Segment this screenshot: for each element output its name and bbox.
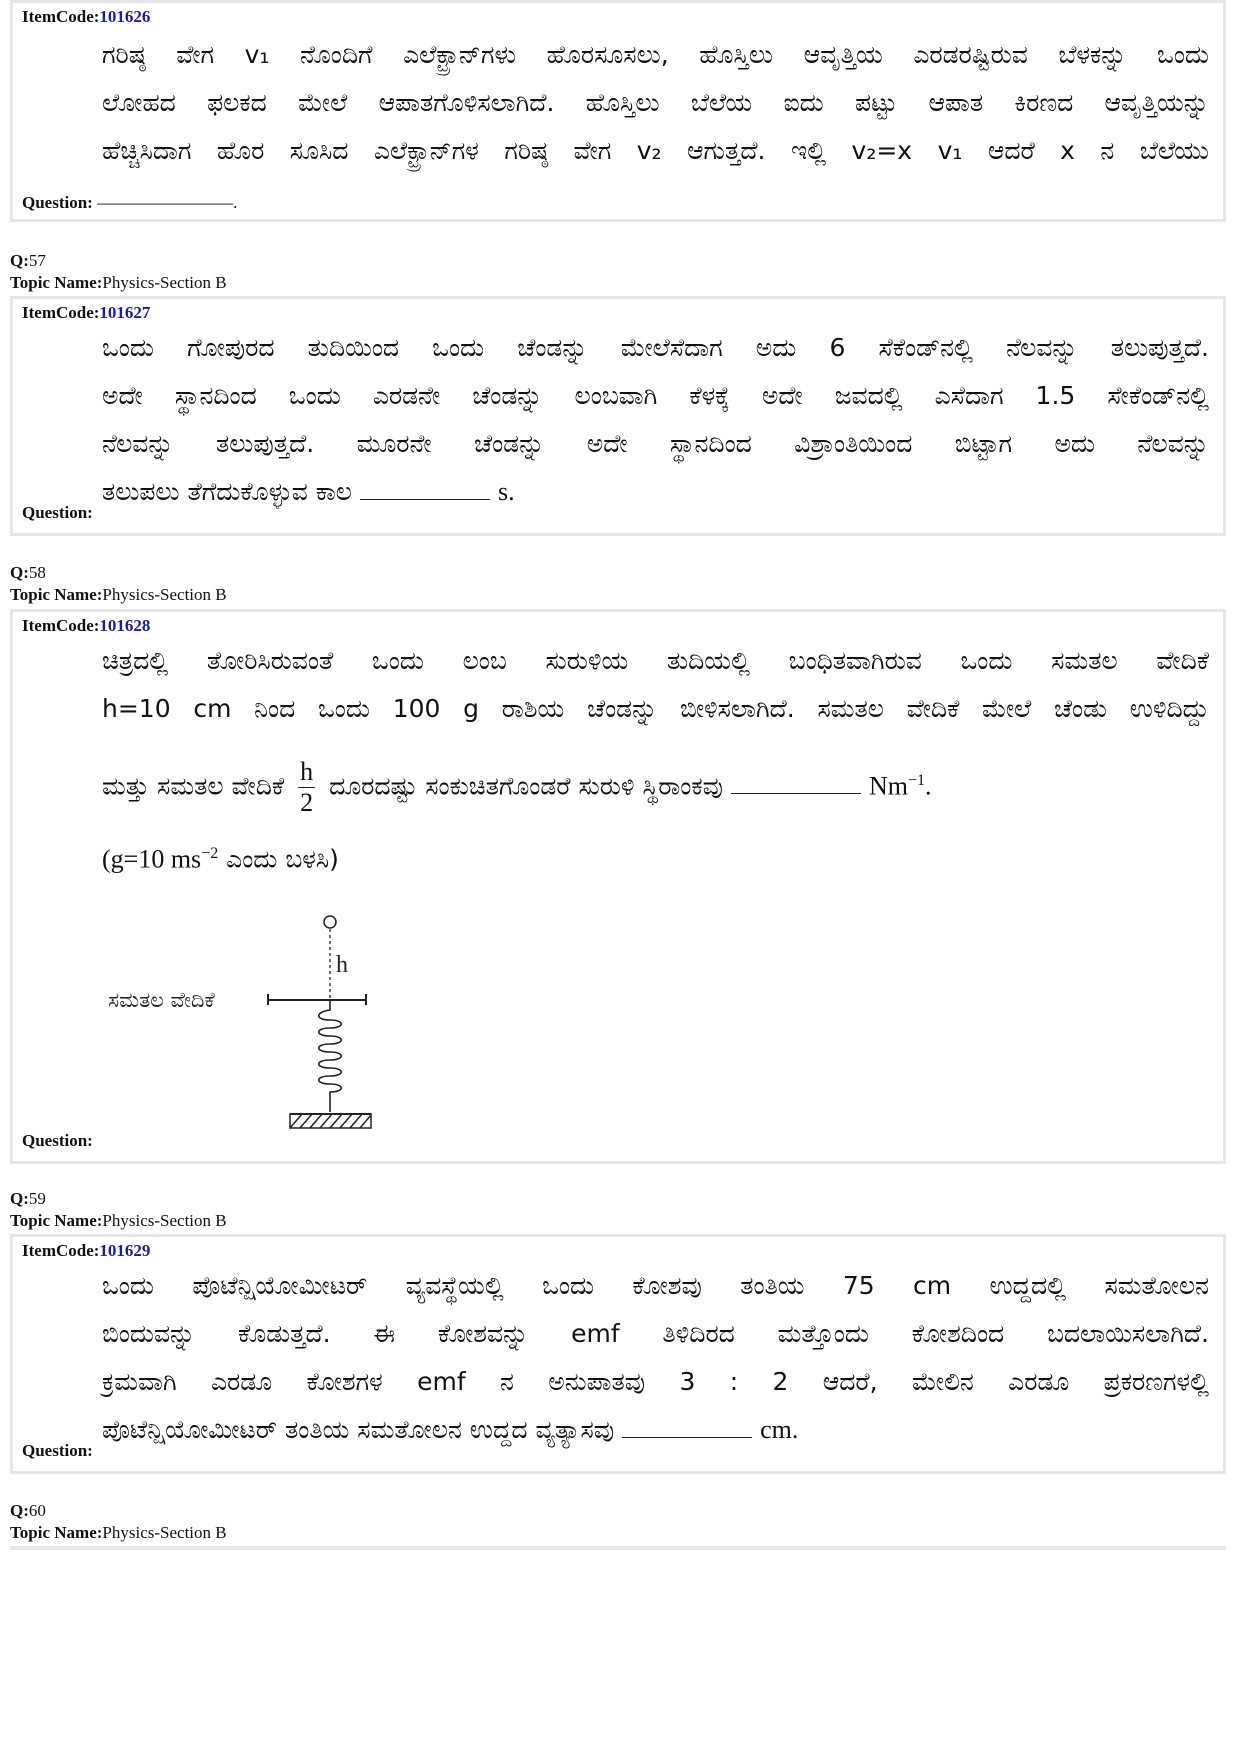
fraction-h-over-2: $\frac{h}{2}$ [300,756,314,817]
question-line: ಪೊಟೆನ್ಷಿಯೋಮೀಟರ್ ತಂತಿಯ ಸಮತೋಲನ ಉದ್ದದ ವ್ಯತ್ಯಾಸವು cm. [102,1415,799,1444]
ball [324,916,336,928]
question-line: ಲೋಹದ ಫಲಕದ ಮೇಲೆ ಆಪಾತಗೊಳಿಸಲಾಗಿದೆ. ಹೊಸ್ತಿಲು ಬೆಲೆಯ ಐದು ಪಟ್ಟು ಆಪಾತ ಕಿರಣದ ಆವೃತ್ತಿಯನ್ನು [102,88,1209,117]
answer-blank [360,481,490,500]
question-line: ಚಿತ್ರದಲ್ಲಿ ತೋರಿಸಿರುವಂತೆ ಒಂದು ಲಂಬ ಸುರುಳಿಯ ತುದಿಯಲ್ಲಿ ಬಂಧಿತವಾಗಿರುವ ಒಂದು ಸಮತಲ ವೇದಿಕೆ [102,646,1209,675]
question-line: ಕ್ರಮವಾಗಿ ಎರಡೂ ಕೋಶಗಳ emf ನ ಅನುಪಾತವು 3 : 2 ಆದರೆ, ಮೇಲಿನ ಎರಡೂ ಪ್ರಕರಣಗಳಲ್ಲಿ [102,1367,1209,1396]
question-header-59: Q:59 Topic Name:Physics-Section B [10,1189,227,1230]
question-number: 58 [28,563,46,582]
platform-label: ಸಮತಲ ವೇದಿಕೆ [108,988,215,1012]
question-line: ಬಿಂದುವನ್ನು ಕೊಡುತ್ತದೆ. ಈ ಕೋಶವನ್ನು emf ತಿಳಿದಿರದ ಮತ್ತೊಂದು ಕೋಶದಿಂದ ಬದಲಾಯಿಸಲಾಗಿದೆ. [102,1319,1209,1348]
question-label: Question: [22,1131,93,1150]
question-number: 57 [28,251,46,270]
question-label: Question: [22,1441,93,1460]
question-card-101628 [10,609,1226,1164]
question-line: ಮತ್ತು ಸಮತಲ ವೇದಿಕೆ $\frac{h}{2}$ ದೂರದಷ್ಟು ಸಂಕುಚಿತಗೊಂಡರೆ ಸುರುಳಿ ಸ್ಥಿರಾಂಕವು $Nm^{-1}$. [102,756,932,817]
section-divider [10,1546,1226,1550]
topic-name: Physics-Section B [102,1211,227,1230]
item-code: ItemCode:101629 [22,1241,151,1260]
question-line: h=10 cm ನಿಂದ ಒಂದು 100 g ರಾಶಿಯ ಚೆಂಡನ್ನು ಬೀಳಿಸಲಾಗಿದೆ. ಸಮತಲ ವೇದಿಕೆ ಮೇಲೆ ಚೆಂಡು ಉಳಿದಿದ್ದು [102,694,1209,723]
spring-platform-figure [103,902,423,1142]
question-text [102,324,1209,516]
answer-blank [731,775,861,794]
question-line: ಒಂದು ಗೋಪುರದ ತುದಿಯಿಂದ ಒಂದು ಚೆಂಡನ್ನು ಮೇಲೆಸೆದಾಗ ಅದು 6 ಸೆಕೆಂಡ್‌ನಲ್ಲಿ ನೆಲವನ್ನು ತಲುಪುತ್ತದೆ. [102,333,1209,362]
question-header-60: Q:60 Topic Name:Physics-Section B [10,1501,227,1542]
spring-coil [319,1000,342,1112]
question-card-101629 [10,1234,1226,1474]
item-code: ItemCode:101627 [22,303,151,322]
question-line: ಅದೇ ಸ್ಥಾನದಿಂದ ಒಂದು ಎರಡನೇ ಚೆಂಡನ್ನು ಲಂಬವಾಗಿ ಕೆಳಕ್ಕೆ ಅದೇ ಜವದಲ್ಲಿ ಎಸೆದಾಗ 1.5 ಸೇಕೆಂಡ್‌ನಲ್ಲಿ [102,381,1209,410]
topic-name: Physics-Section B [102,585,227,604]
question-number: 60 [28,1501,46,1520]
question-line: ಗರಿಷ್ಠ ವೇಗ v₁ ನೊಂದಿಗೆ ಎಲೆಕ್ಟ್ರಾನ್‌ಗಳು ಹೊರಸೂಸಲು, ಹೊಸ್ತಿಲು ಆವೃತ್ತಿಯ ಎರಡರಷ್ಟಿರುವ ಬೆಳಕನ್ನು ಒಂದು [102,40,1209,69]
item-code: ItemCode:101626 [22,7,151,26]
question-line: ತಲುಪಲು ತೆಗೆದುಕೊಳ್ಳುವ ಕಾಲ s. [102,477,515,506]
height-label: h [336,952,348,978]
answer-blank [622,1419,752,1438]
question-line: ಹೆಚ್ಚಿಸಿದಾಗ ಹೊರ ಸೂಸಿದ ಎಲೆಕ್ಟ್ರಾನ್‌ಗಳ ಗರಿಷ್ಠ ವೇಗ v₂ ಆಗುತ್ತದೆ. ಇಲ್ಲಿ v₂=x v₁ ಆದರೆ x ನ ಬೆಲೆಯು [102,136,1209,165]
question-header-58: Q:58 Topic Name:Physics-Section B [10,563,227,604]
question-label: Question: ————————. [22,193,238,212]
question-line: (g=10 $ms^{-2}$ ಎಂದು ಬಳಸಿ) [102,844,339,874]
question-line: ಒಂದು ಪೊಟೆನ್ಷಿಯೋಮೀಟರ್ ವ್ಯವಸ್ಥೆಯಲ್ಲಿ ಒಂದು ಕೋಶವು ತಂತಿಯ 75 cm ಉದ್ದದಲ್ಲಿ ಸಮತೋಲನ [102,1271,1209,1300]
question-card-101627 [10,296,1226,536]
ground-hatch [290,1114,371,1128]
question-text [102,637,1209,883]
question-card-101626 [10,0,1226,222]
question-line: ನೆಲವನ್ನು ತಲುಪುತ್ತದೆ. ಮೂರನೇ ಚೆಂಡನ್ನು ಅದೇ ಸ್ಥಾನದಿಂದ ವಿಶ್ರಾಂತಿಯಿಂದ ಬಿಟ್ಟಾಗ ಅದು ನೆಲವನ್ನು [102,429,1209,458]
question-header-57: Q:57 Topic Name:Physics-Section B [10,251,227,292]
question-number: 59 [28,1189,46,1208]
topic-name: Physics-Section B [102,273,227,292]
question-label: Question: [22,503,93,522]
question-text [102,1262,1209,1454]
item-code: ItemCode:101628 [22,616,151,635]
question-text [102,31,1209,175]
topic-name: Physics-Section B [102,1523,227,1542]
